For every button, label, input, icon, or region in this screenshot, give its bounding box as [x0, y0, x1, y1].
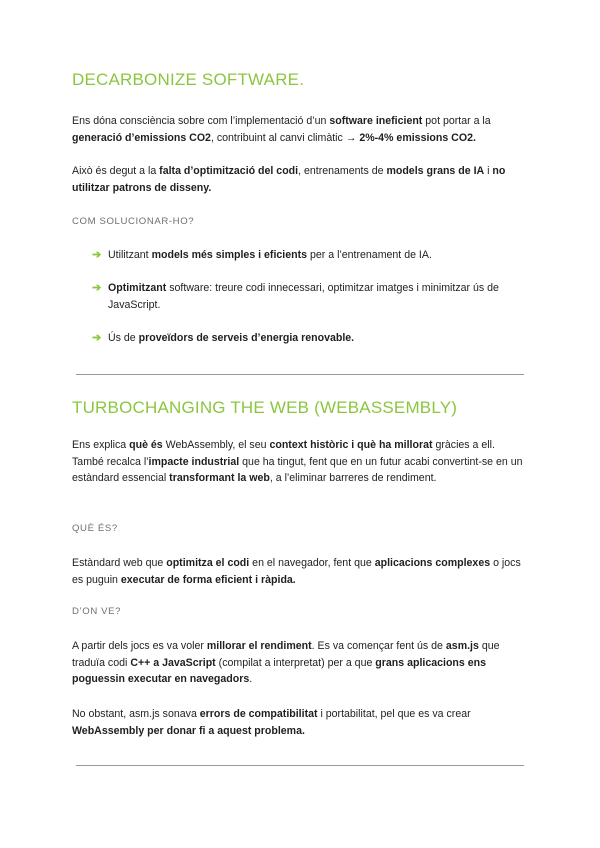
- bold-text: transformant la web: [169, 472, 270, 484]
- text-run: i: [484, 165, 493, 177]
- bold-text: models més simples i eficients: [151, 249, 308, 261]
- list-item: [92, 330, 524, 347]
- section-title-webassembly: TURBOCHANGING THE WEB (WEBASSEMBLY): [72, 398, 458, 417]
- paragraph: [72, 706, 524, 739]
- text-run: .: [249, 673, 253, 685]
- section-divider: [76, 765, 524, 766]
- bold-text: software ineficient: [329, 115, 423, 127]
- text-run: per a l’entrenament de IA.: [307, 249, 432, 261]
- text-run: gràcies a ell. També recalca l’: [72, 439, 495, 468]
- subheading-what-is: QUÈ ÉS?: [72, 523, 118, 534]
- bold-text: grans aplicacions ens poguessin executar en navegadors: [72, 656, 486, 685]
- bold-text: generació d’emissions CO2: [72, 131, 211, 144]
- text-run: que ha tingut, fent que en un futur acabi convertint-se en un estàndard essencial: [72, 455, 523, 484]
- bold-text: C++ a JavaScript: [130, 656, 216, 669]
- bold-text: errors de compatibilitat: [199, 708, 318, 720]
- list-item-text: [108, 247, 524, 264]
- text-run: Ens dóna consciència sobre com l’implementació d’un: [72, 115, 330, 127]
- subheading-origin: D’ON VE?: [72, 606, 122, 617]
- text-run: Ús de: [108, 332, 139, 344]
- bold-text: models grans de IA: [386, 165, 485, 177]
- text-run: (compilat a interpretat) per a que: [215, 656, 376, 669]
- text-run: , a l’eliminar barreres de rendiment.: [269, 472, 437, 484]
- text-run: software: treure codi innecessari, optimitzar imatges i minimitzar ús de JavaScript.: [108, 282, 499, 311]
- list-item: [92, 247, 524, 264]
- list-item: [92, 280, 524, 313]
- bold-text: aplicacions complexes: [374, 557, 491, 569]
- bold-text: context històric i què ha millorat: [269, 439, 433, 451]
- bold-text: asm.js: [445, 640, 479, 652]
- bold-text: optimitza el codi: [166, 557, 250, 569]
- text-run: Utilitzant: [108, 249, 152, 261]
- bold-text: proveïdors de serveis d’energia renovable.: [138, 332, 355, 344]
- bold-text: Optimitzant: [108, 282, 167, 294]
- arrow-right-icon: ➔: [92, 332, 102, 344]
- bold-text: millorar el rendiment: [206, 640, 312, 652]
- bold-text: falta d’optimització del codi: [159, 165, 299, 177]
- text-run: Això és degut a la: [72, 165, 160, 177]
- paragraph: [72, 555, 524, 588]
- subheading-solutions: COM SOLUCIONAR-HO?: [72, 216, 195, 227]
- paragraph: [72, 437, 524, 487]
- text-run: que traduïa codi: [72, 640, 500, 669]
- text-run: pot portar a la: [422, 115, 491, 127]
- text-run: en el navegador, fent que: [249, 557, 375, 569]
- bold-text: impacte industrial: [148, 455, 240, 468]
- paragraph: [72, 638, 524, 688]
- paragraph: [72, 163, 524, 196]
- text-run: Estàndard web que: [72, 557, 167, 569]
- text-run: Ens explica: [72, 439, 130, 451]
- list-item-text: [108, 280, 524, 313]
- bold-text: executar de forma eficient i ràpida.: [120, 573, 296, 586]
- text-run: WebAssembly, el seu: [162, 439, 270, 451]
- text-run: A partir dels jocs es va voler: [72, 640, 207, 652]
- text-run: , contribuint al canvi climàtic →: [210, 131, 360, 144]
- bold-text: 2%-4% emissions CO2.: [359, 131, 476, 144]
- bold-text: què és: [129, 439, 163, 451]
- text-run: No obstant, asm.js sonava: [72, 708, 200, 720]
- arrow-right-icon: ➔: [92, 249, 102, 261]
- text-run: , entrenaments de: [298, 165, 387, 177]
- text-run: o jocs es puguin: [72, 557, 521, 586]
- text-run: i portabilitat, pel que es va crear: [317, 708, 471, 720]
- section-divider: [76, 374, 524, 375]
- bold-text: WebAssembly per donar fi a aquest problema.: [72, 724, 305, 737]
- list-item-text: [108, 330, 524, 347]
- arrow-right-icon: ➔: [92, 282, 102, 294]
- text-run: . Es va començar fent ús de: [311, 640, 446, 652]
- section-title-decarbonize: DECARBONIZE SOFTWARE.: [72, 70, 305, 89]
- paragraph: [72, 113, 524, 146]
- bold-text: no utilitzar patrons de disseny.: [72, 165, 506, 194]
